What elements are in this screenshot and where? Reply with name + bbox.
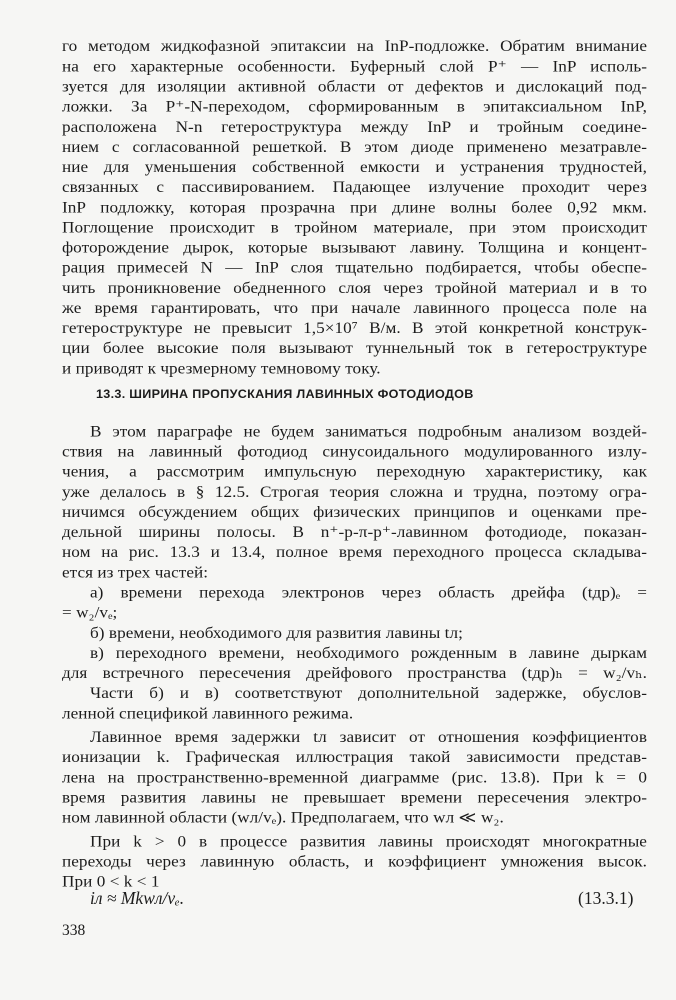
text-line: При k > 0 в процессе развития лавины происходят многократные <box>90 832 647 851</box>
text-line: ствия на лавинный фотодиод синусоидального модулированного излу- <box>62 442 647 461</box>
text-line: дельной ширины полосы. В n⁺-p-π-p⁺-лавинном фотодиоде, показан- <box>62 523 647 541</box>
text-line: Поглощение происходит в тройном материале, при этом происходит <box>62 218 647 237</box>
text-line: ется из трех частей: <box>62 563 209 582</box>
equation-number: (13.3.1) <box>578 888 634 908</box>
text-line: переходы через лавинную область, и коэффициент умножения высок. <box>62 852 647 871</box>
text-line: При 0 < k < 1 <box>62 872 160 891</box>
text-line: = w₂/vₑ; <box>62 603 118 622</box>
text-line: ном лавинной области (wл/vₑ). Предполагаем, что wл ≪ w₂. <box>62 808 504 827</box>
text-line: ние для уменьшения собственной емкости и устранения трудностей, <box>62 158 647 176</box>
text-line: InP подложку, которая прозрачна при длине волны более 0,92 мкм. <box>62 198 647 216</box>
text-line: б) времени, необходимого для развития лавины tл; <box>90 624 463 642</box>
text-line: же время гарантировать, что при начале лавинного процесса поле на <box>62 299 647 317</box>
text-line: ничимся обсуждением общих физических принципов и оценками пре- <box>62 503 647 521</box>
text-line: в) переходного времени, необходимого рожденным в лавине дыркам <box>90 644 647 662</box>
text-line: В этом параграфе не будем заниматься подробным анализом воздей- <box>90 422 647 441</box>
text-line: расположена N-n гетероструктура между InP и тройным соедине- <box>62 118 647 136</box>
text-line: ном на рис. 13.3 и 13.4, полное время переходного процесса складыва- <box>62 543 647 561</box>
text-line: нием с согласованной решеткой. В этом диоде применено мезатравле- <box>62 138 647 156</box>
section-heading: 13.3. ШИРИНА ПРОПУСКАНИЯ ЛАВИННЫХ ФОТОДИОДОВ <box>96 387 474 401</box>
equation-formula: iл ≈ Mkwл/vₑ. <box>90 888 185 908</box>
text-line: уже делалось в § 12.5. Строгая теория сложна и трудна, поэтому огра- <box>62 483 647 501</box>
text-line: гетероструктуре не превысит 1,5×10⁷ В/м. В этой конкретной конструк- <box>62 319 647 337</box>
text-line: ионизации k. Графическая иллюстрация такой зависимости представ- <box>62 748 647 766</box>
text-line: чения, а рассмотрим импульсную переходную характеристику, как <box>62 462 647 481</box>
text-line: а) времени перехода электронов через область дрейфа (tдр)ₑ = <box>90 583 647 602</box>
text-line: на его характерные особенности. Буферный слой P⁺ — InP исполь- <box>62 57 647 76</box>
text-line: и приводят к чрезмерному темновому току. <box>62 359 381 377</box>
text-line: рация примесей N — InP слоя тщательно подбирается, чтобы обеспе- <box>62 258 647 277</box>
text-line: зуется для изоляции активной области от дефектов и дислокаций под- <box>62 77 647 96</box>
text-line: для встречного пересечения дрейфового пространства (tдр)ₕ = w₂/vₕ. <box>62 664 647 682</box>
text-line: го методом жидкофазной эпитаксии на InP-подложке. Обратим внимание <box>62 37 647 55</box>
text-line: лена на пространственно-временной диаграмме (рис. 13.8). При k = 0 <box>62 768 647 786</box>
text-line: ции более высокие поля вызывают туннельный ток в гетероструктуре <box>62 339 647 357</box>
text-line: Части б) и в) соответствуют дополнительной задержке, обуслов- <box>90 684 647 702</box>
text-line: ленной спецификой лавинного режима. <box>62 704 354 722</box>
text-line: Лавинное время задержки tл зависит от отношения коэффициентов <box>90 728 647 746</box>
text-line: чить проникновение обедненного слоя через тройной материал и в то <box>62 279 647 297</box>
text-line: связанных с пассивированием. Падающее излучение проходит через <box>62 178 647 196</box>
text-line: время развития лавины не превышает времени пересечения электро- <box>62 788 647 807</box>
page-number: 338 <box>62 922 86 939</box>
text-line: ложки. За P⁺-N-переходом, сформированным в эпитаксиальном InP, <box>62 97 647 116</box>
text-line: фоторождение дырок, которые вызывают лавину. Толщина и концент- <box>62 238 647 257</box>
